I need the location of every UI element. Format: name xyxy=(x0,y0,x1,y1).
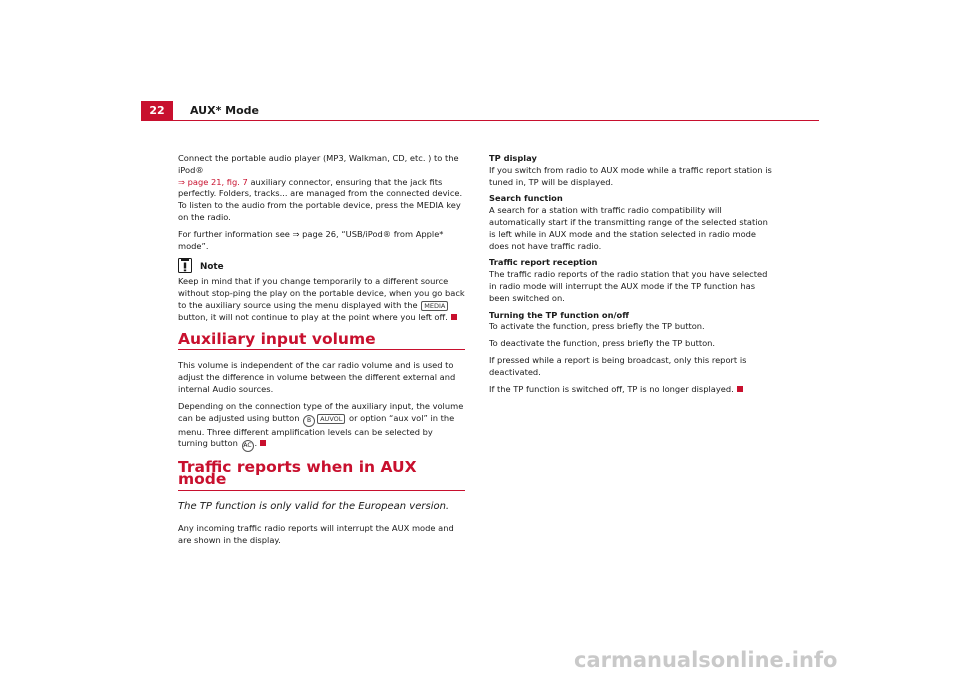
page-title: AUX* Mode xyxy=(190,104,260,117)
page-reference-link[interactable]: ⇒ page 21, fig. 7 xyxy=(178,176,248,187)
page-number: 22 xyxy=(141,101,173,120)
tp-display-text: If you switch from radio to AUX mode while a traffic report station is tuned in, TP will be displayed. xyxy=(489,164,772,187)
note-icon xyxy=(178,258,192,273)
note-label: Note xyxy=(200,261,224,272)
search-function-title: Search function xyxy=(489,193,563,204)
aux-volume-paragraph-1: This volume is independent of the car radio volume and is used to adjust the difference in volume between the different external and internal Audio sources. xyxy=(178,360,456,394)
note-header xyxy=(178,258,465,273)
header-divider xyxy=(141,120,819,121)
button-ac-key: AC xyxy=(242,440,254,452)
watermark: carmanualsonline.info xyxy=(574,648,838,672)
further-info-paragraph: For further information see ⇒ page 26, “USB/iPod® from Apple* mode”. xyxy=(178,228,444,251)
aux-volume-paragraph-2: Depending on the connection type of the auxiliary input, the volume can be adjusted using button B AUVOL or option “aux vol” in the menu. Three different amplification levels can be selected by turning button AC . xyxy=(178,401,465,453)
end-of-section-mark xyxy=(737,386,743,392)
end-of-section-mark xyxy=(451,314,457,320)
connect-paragraph: Connect the portable audio player (MP3, Walkman, CD, etc. ) to the iPod® ⇒ page 21, fig. 7 auxiliary connector, ensuring that the jack fits perfectly. Folders, tracks... are managed from the connected device. To listen to the audio from the portable device, press the MEDIA key on the radio. xyxy=(178,153,463,222)
note-text: Keep in mind that if you change temporarily to a different source without stop-ping the play on the portable device, when you go back to the auxiliary source using the menu displayed with the MEDIA button, it will not continue to play at the point where you left off. xyxy=(178,276,465,322)
turning-tp-title: Turning the TP function on/off xyxy=(489,309,629,320)
section-heading-traffic: Traffic reports when in AUX mode xyxy=(178,462,465,491)
turning-tp-step-4: If the TP function is switched off, TP is no longer displayed. xyxy=(489,384,776,396)
traffic-intro: The TP function is only valid for the European version. xyxy=(178,500,450,512)
turning-tp-step-3: If pressed while a report is being broadcast, only this report is deactivated. xyxy=(489,354,747,377)
auvol-key: AUVOL xyxy=(317,414,345,424)
right-column xyxy=(489,153,776,400)
end-of-section-mark xyxy=(260,440,266,446)
tp-display-title: TP display xyxy=(489,153,537,163)
button-b-key: B xyxy=(303,415,315,427)
traffic-paragraph: Any incoming traffic radio reports will interrupt the AUX mode and are shown in the display. xyxy=(178,522,454,545)
turning-tp-step-1: To activate the function, press briefly the TP button. xyxy=(489,321,705,332)
left-column xyxy=(178,153,465,551)
search-function-text: A search for a station with traffic radio compatibility will automatically start if the transmitting range of the selected station is left while in AUX mode and the station selected in radio mode does not have traffic radio. xyxy=(489,205,768,251)
traffic-reception-text: The traffic radio reports of the radio station that you have selected in radio mode will interrupt the AUX mode if the TP function has been switched on. xyxy=(489,269,768,303)
media-key: MEDIA xyxy=(421,301,448,311)
traffic-reception-title: Traffic report reception xyxy=(489,257,598,268)
section-heading-aux-volume: Auxiliary input volume xyxy=(178,334,465,351)
turning-tp-step-2: To deactivate the function, press briefly the TP button. xyxy=(489,338,716,349)
